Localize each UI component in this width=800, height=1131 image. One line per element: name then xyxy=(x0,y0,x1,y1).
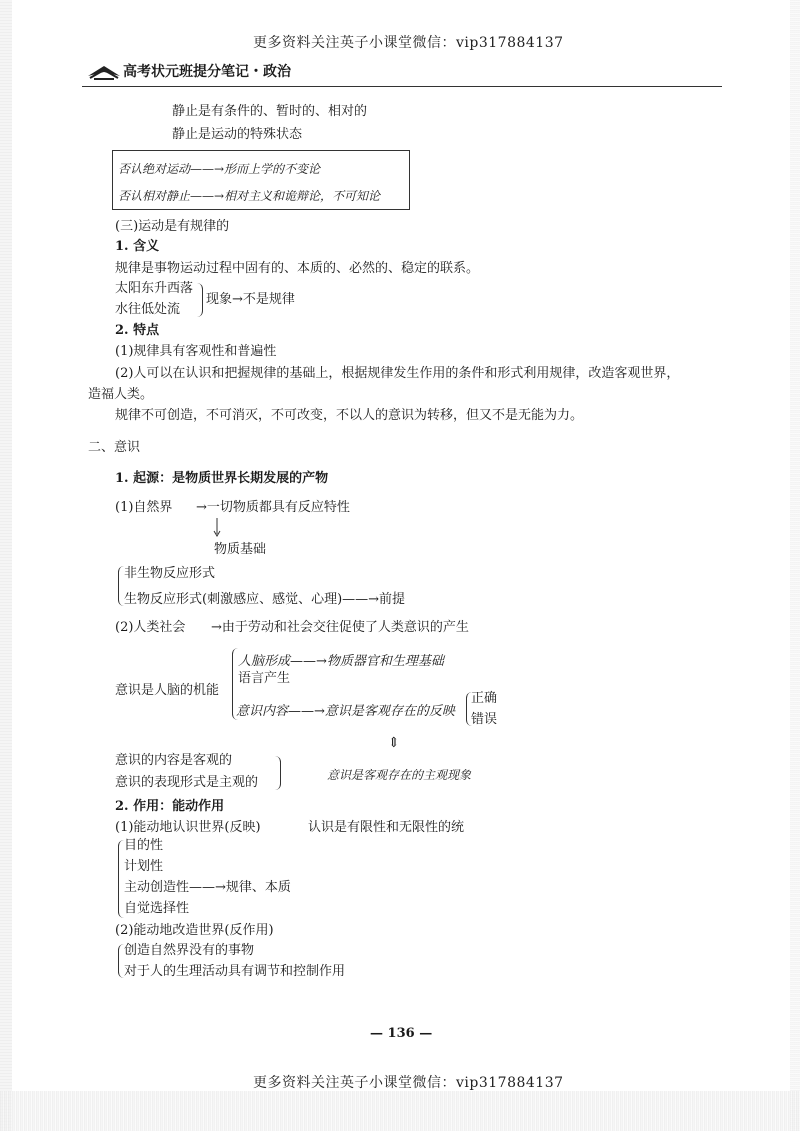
consciousness-content: 意识内容——→意识是客观存在的反映 xyxy=(236,704,455,719)
example: 水往低处流 xyxy=(115,302,181,317)
origin-society-result: →由于劳动和社会交往促使了人类意识的产生 xyxy=(211,620,469,635)
list-item: 自觉选择性 xyxy=(124,901,190,916)
list-item: 目的性 xyxy=(124,838,164,853)
list-item: 主动创造性——→规律、本质 xyxy=(124,880,291,895)
origin-nature-result: →一切物质都具有反应特性 xyxy=(196,500,350,515)
point: 规律不可创造，不可消灭，不可改变，不以人的意识为转移，但又不是无能为力。 xyxy=(115,408,584,423)
box-line: 否认绝对运动——→形而上学的不变论 xyxy=(118,162,321,176)
material-basis: 物质基础 xyxy=(214,542,267,557)
example: 太阳东升西落 xyxy=(115,281,194,296)
watermark-top: 更多资料关注英子小课堂微信：vip317884137 xyxy=(253,35,564,51)
know-world: (1)能动地认识世界(反映) xyxy=(115,820,261,835)
point: (1)规律具有客观性和普遍性 xyxy=(115,344,277,359)
list-item: 对于人的生理活动具有调节和控制作用 xyxy=(124,964,346,979)
form-subjective: 意识的表现形式是主观的 xyxy=(115,775,259,790)
list-item: 创造自然界没有的事物 xyxy=(124,943,255,958)
nonbio-form: 非生物反应形式 xyxy=(124,566,216,581)
section-title: 二、意识 xyxy=(88,440,141,455)
text-line: 静止是有条件的、暂时的、相对的 xyxy=(172,104,368,119)
definition: 规律是事物运动过程中固有的、本质的、必然的、稳定的联系。 xyxy=(115,261,480,276)
origin-nature: (1)自然界 xyxy=(115,500,173,515)
summary: 意识是客观存在的主观现象 xyxy=(327,768,472,782)
scan-edge-left xyxy=(0,0,12,1131)
know-note: 认识是有限性和无限性的统 xyxy=(308,820,465,835)
correct: 正确 xyxy=(471,691,498,706)
heading: 1. 含义 xyxy=(115,239,160,254)
list-item: 计划性 xyxy=(124,859,164,874)
heading: 2. 特点 xyxy=(115,323,160,338)
language-formation: 语言产生 xyxy=(238,671,291,686)
heading: 1. 起源：是物质世界长期发展的产物 xyxy=(115,471,329,486)
point: 造福人类。 xyxy=(88,387,154,402)
content-objective: 意识的内容是客观的 xyxy=(115,753,233,768)
brace xyxy=(196,283,203,317)
point: (2)人可以在认识和把握规律的基础上，根据规律发生作用的条件和形式利用规律，改造客观世界， xyxy=(115,366,680,381)
heading: 2. 作用：能动作用 xyxy=(115,799,225,814)
watermark-bottom: 更多资料关注英子小课堂微信：vip317884137 xyxy=(253,1075,564,1091)
equivalence-icon: ⇕ xyxy=(388,735,400,751)
book-logo-icon xyxy=(86,60,122,82)
arrow-down-icon xyxy=(212,518,222,538)
brace xyxy=(274,756,281,790)
change-world: (2)能动地改造世界(反作用) xyxy=(115,923,274,938)
wrong: 错误 xyxy=(471,712,498,727)
brain-formation: 人脑形成——→物质器官和生理基础 xyxy=(238,654,444,669)
origin-society: (2)人类社会 xyxy=(115,620,186,635)
header-title: 高考状元班提分笔记・政治 xyxy=(123,64,291,80)
example-result: 现象→不是规律 xyxy=(206,292,295,307)
brain-function: 意识是人脑的机能 xyxy=(115,683,220,698)
scan-edge-bottom xyxy=(0,1091,800,1131)
box-line: 否认相对静止——→相对主义和诡辩论，不可知论 xyxy=(118,189,381,203)
page-number: — 136 — xyxy=(370,1026,433,1041)
bio-form: 生物反应形式(刺激感应、感觉、心理)——→前提 xyxy=(124,592,406,607)
header-divider xyxy=(82,86,722,87)
text-line: 静止是运动的特殊状态 xyxy=(172,127,303,142)
section-title: (三)运动是有规律的 xyxy=(115,219,230,234)
scan-edge-right xyxy=(790,0,800,1131)
